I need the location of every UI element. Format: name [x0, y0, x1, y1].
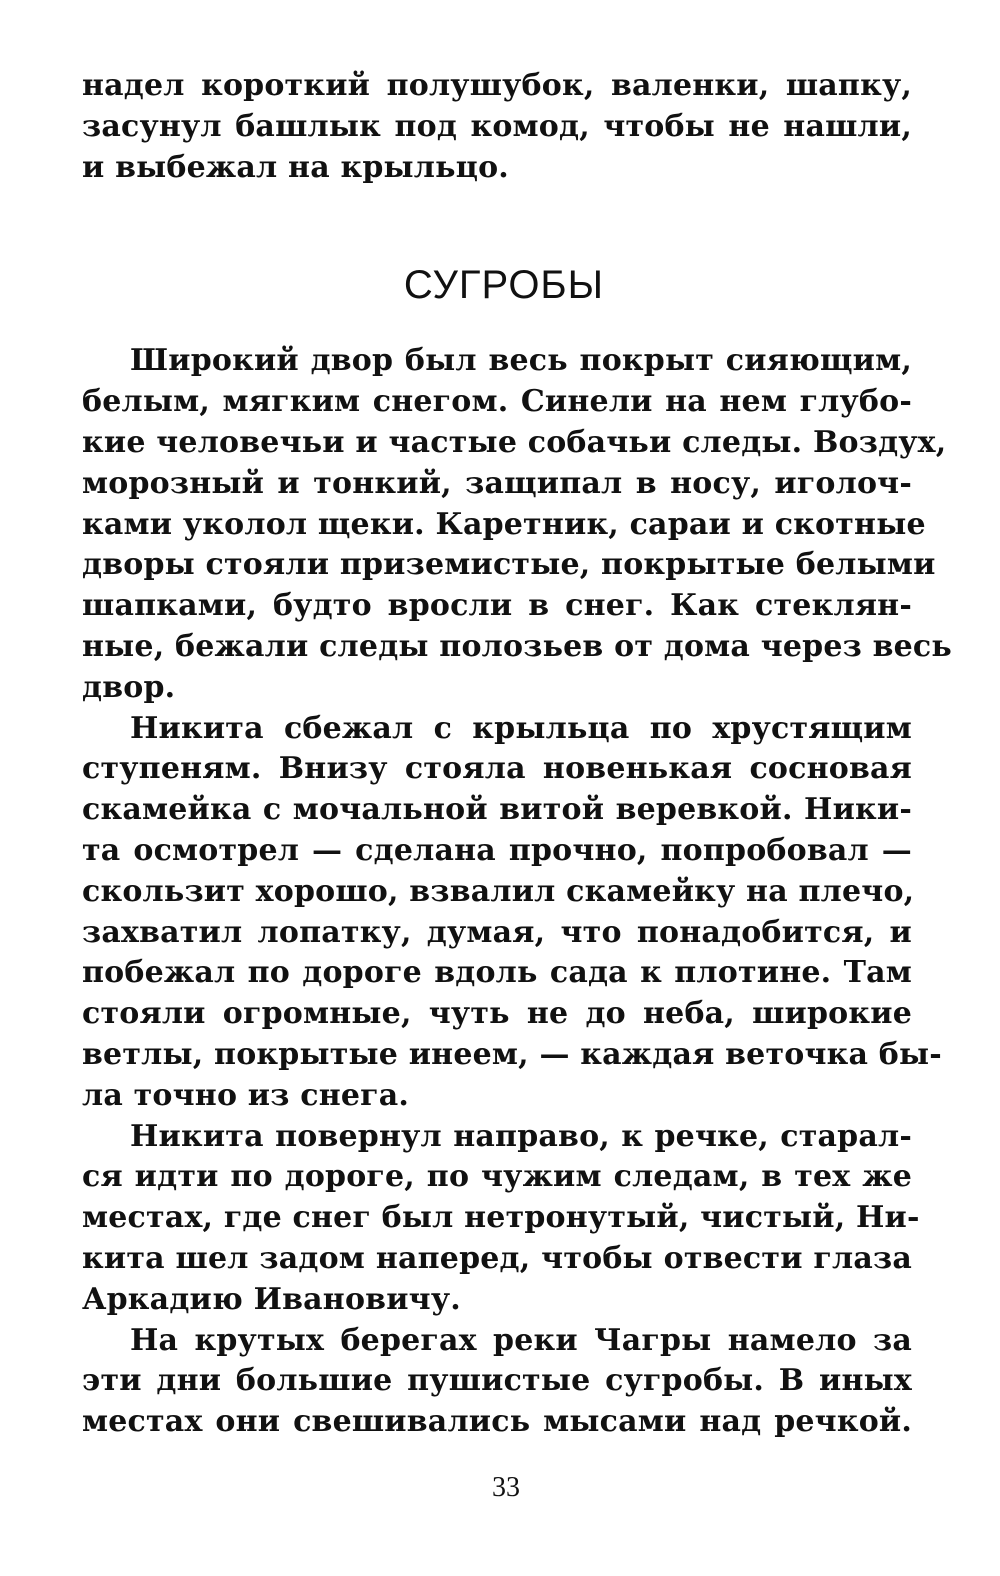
- text-line: ные, бежали следы полозьев от дома через весь: [82, 628, 952, 664]
- chapter-title: СУГРОБЫ: [403, 263, 605, 308]
- text-line: захватил лопатку, думая, что понадобится, и: [82, 914, 912, 950]
- text-line: скользит хорошо, взвалил скамейку на плечо,: [82, 873, 915, 909]
- text-line: скамейка с мочальной витой веревкой. Ники-: [82, 792, 912, 828]
- text-line: кита шел задом наперед, чтобы отвести глаза: [82, 1240, 912, 1276]
- paragraph-2: [82, 709, 942, 1117]
- text-line: местах они свешивались мысами над речкой.: [82, 1404, 912, 1440]
- text-line: На крутых берегах реки Чагры намело за: [130, 1322, 912, 1358]
- text-line: засунул башлык под комод, чтобы не нашли,: [82, 108, 912, 144]
- text-line: местах, где снег был нетронутый, чистый, Ни-: [82, 1200, 920, 1236]
- paragraph-3: [82, 1117, 920, 1321]
- text-line: Широкий двор был весь покрыт сияющим,: [130, 343, 912, 379]
- paragraph-1: [82, 341, 952, 708]
- text-line: та осмотрел — сделана прочно, попробовал —: [82, 832, 912, 868]
- text-line: двор.: [82, 669, 176, 705]
- text-line: Никита сбежал с крыльца по хрустящим: [130, 710, 912, 746]
- text-line: Аркадию Ивановичу.: [82, 1281, 461, 1317]
- text-line: стояли огромные, чуть не до неба, широкие: [82, 996, 912, 1032]
- text-line: ся идти по дороге, по чужим следам, в тех же: [82, 1159, 912, 1195]
- text-line: ла точно из снега.: [82, 1077, 410, 1113]
- text-line: надел короткий полушубок, валенки, шапку,: [82, 68, 912, 103]
- text-line: и выбежал на крыльцо.: [82, 149, 509, 185]
- page-body: [82, 66, 952, 1443]
- text-line: побежал по дороге вдоль сада к плотине. Там: [82, 955, 912, 991]
- paragraph-4: [82, 1321, 912, 1443]
- text-line: Никита повернул направо, к речке, старал-: [130, 1118, 912, 1154]
- text-line: белым, мягким снегом. Синели на нем глубо-: [82, 384, 912, 420]
- intro-paragraph: [82, 66, 912, 188]
- text-line: шапками, будто вросли в снег. Как стеклян-: [82, 588, 912, 624]
- text-line: ветлы, покрытые инеем, — каждая веточка бы-: [82, 1036, 942, 1072]
- text-line: эти дни большие пушистые сугробы. В иных: [82, 1363, 912, 1399]
- page-number: 33: [492, 1472, 520, 1503]
- text-line: морозный и тонкий, защипал в носу, иголоч-: [82, 465, 912, 501]
- text-line: ками уколол щеки. Каретник, сараи и скотные: [82, 506, 926, 542]
- text-line: ступеням. Внизу стояла новенькая сосновая: [82, 751, 912, 787]
- text-line: кие человечьи и частые собачьи следы. Воздух,: [82, 424, 947, 460]
- text-line: дворы стояли приземистые, покрытые белыми: [82, 547, 936, 583]
